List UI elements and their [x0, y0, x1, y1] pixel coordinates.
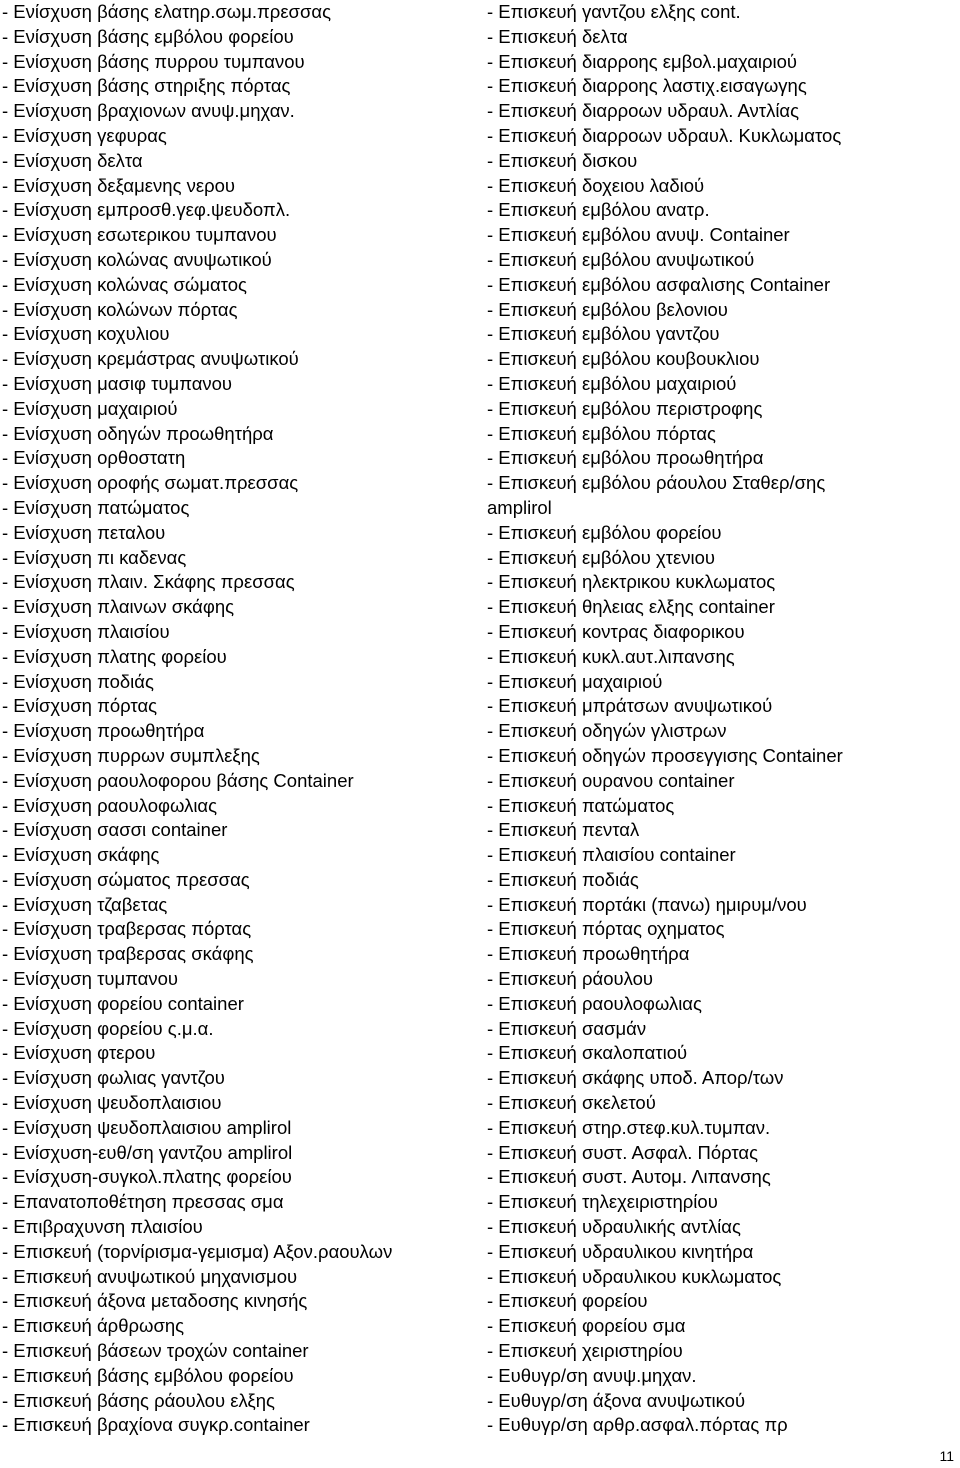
left-list-item: - Επισκευή άρθρωσης	[2, 1315, 185, 1337]
right-list-item: - Επισκευή χειριστηρίου	[487, 1340, 683, 1362]
left-list-item: - Ενίσχυση φορείου ς.μ.α.	[2, 1017, 214, 1039]
left-list-item: - Ενίσχυση πόρτας	[2, 695, 158, 717]
right-list-item: - Επισκευή εμβόλου ανατρ.	[487, 199, 710, 221]
left-list-item: - Ενίσχυση τζαβετας	[2, 893, 168, 915]
right-list-item: - Επισκευή σκάφης υποδ. Απορ/των	[487, 1067, 784, 1089]
left-list-item: - Ενίσχυση ψευδοπλαισιου	[2, 1092, 222, 1114]
right-list-item: - Επισκευή πόρτας οχηματος	[487, 918, 725, 940]
left-list-item: - Ενίσχυση πλαιν. Σκάφης πρεσσας	[2, 571, 295, 593]
left-list-item: - Επισκευή βάσης εμβόλου φορείου	[2, 1364, 294, 1386]
left-list-item: - Ενίσχυση πλαινων σκάφης	[2, 596, 235, 618]
left-list-item: - Επισκευή άξονα μεταδοσης κινησής	[2, 1290, 308, 1312]
right-list-item: - Επισκευή πλαισίου container	[487, 844, 736, 866]
left-list-item: - Ενίσχυση μαχαιριού	[2, 397, 178, 419]
right-list-item: - Επισκευή εμβόλου ασφαλισης Container	[487, 273, 831, 295]
right-list-item: - Επισκευή υδραυλικου κινητήρα	[487, 1240, 754, 1262]
right-list-item: - Επισκευή ράουλου	[487, 968, 653, 990]
right-list-item: - Επισκευή φορείου	[487, 1290, 648, 1312]
right-list-item: - Ευθυγρ/ση αρθρ.ασφαλ.πόρτας πρ	[487, 1414, 788, 1436]
left-list-item: - Ενίσχυση μασιφ τυμπανου	[2, 372, 233, 394]
left-list-item: - Ενίσχυση βραχιονων ανυψ.μηχαν.	[2, 100, 295, 122]
right-list-item: - Ευθυγρ/ση ανυψ.μηχαν.	[487, 1364, 697, 1386]
right-list-item: - Επισκευή οδηγών προσεγγισης Container	[487, 744, 843, 766]
left-list-item: - Ενίσχυση τυμπανου	[2, 968, 179, 990]
right-list-item: - Επισκευή ουρανου container	[487, 769, 735, 791]
right-list-item: - Επισκευή εμβόλου χτενιου	[487, 546, 716, 568]
left-list-item: - Ενίσχυση σκάφης	[2, 844, 160, 866]
right-list-item: - Επισκευή διαρροης εμβολ.μαχαιριού	[487, 50, 798, 72]
right-list-item: - Επισκευή εμβόλου μαχαιριού	[487, 372, 737, 394]
left-list-item: - Ενίσχυση ψευδοπλαισιου amplirol	[2, 1116, 292, 1138]
right-list-item: - Επισκευή ποδιάς	[487, 868, 639, 890]
left-list-item: - Ενίσχυση φτερου	[2, 1042, 156, 1064]
left-list-item: - Επισκευή (τορνίρισμα-γεμισμα) Αξον.ραουλων	[2, 1240, 393, 1262]
right-list-item: - Επισκευή συστ. Ασφαλ. Πόρτας	[487, 1141, 759, 1163]
right-list-item: - Επισκευή σασμάν	[487, 1017, 647, 1039]
left-list-item: - Επισκευή βάσης ράουλου ελξης	[2, 1389, 275, 1411]
right-list-item: - Επισκευή πατώματος	[487, 794, 675, 816]
right-list-item: - Επισκευή εμβόλου βελονιου	[487, 298, 728, 320]
left-list-item: - Επισκευή βάσεων τροχών container	[2, 1340, 309, 1362]
left-list-item: - Ενίσχυση φορείου container	[2, 992, 244, 1014]
right-list-item: - Επισκευή υδραυλικου κυκλωματος	[487, 1265, 782, 1287]
left-list-item: - Επανατοποθέτηση πρεσσας σμα	[2, 1191, 284, 1213]
right-list-item: - Επισκευή ραουλοφωλιας	[487, 992, 702, 1014]
right-list-item: - Επισκευή οδηγών γλιστρων	[487, 720, 727, 742]
right-list-item: - Επισκευή θηλειας ελξης container	[487, 596, 775, 618]
left-list-item: - Ενίσχυση βάσης εμβόλου φορείου	[2, 25, 294, 47]
left-list-item: - Ενίσχυση ποδιάς	[2, 670, 154, 692]
page-number: 11	[939, 1448, 954, 1464]
right-list-item: - Επισκευή εμβόλου προωθητήρα	[487, 447, 764, 469]
right-column-list	[487, 0, 957, 1438]
left-list-item: - Ενίσχυση σώματος πρεσσας	[2, 868, 250, 890]
right-list-item: - Επισκευή σκαλοπατιού	[487, 1042, 688, 1064]
right-list-item: - Επισκευή εμβόλου κουβουκλιου	[487, 348, 760, 370]
right-list-item: - Επισκευή δελτα	[487, 25, 628, 47]
right-list-item: - Επισκευή διαρροων υδραυλ. Αντλίας	[487, 100, 800, 122]
right-list-item: - Επισκευή πορτάκι (πανω) ημιρυμ/νου	[487, 893, 807, 915]
left-list-item: - Ενίσχυση πλαισίου	[2, 620, 170, 642]
left-list-item: - Επισκευή ανυψωτικού μηχανισμου	[2, 1265, 298, 1287]
right-list-item: - Επισκευή συστ. Αυτομ. Λιπανσης	[487, 1166, 771, 1188]
right-list-item: amplirol	[487, 496, 552, 518]
right-list-item: - Επισκευή ηλεκτρικου κυκλωματος	[487, 571, 776, 593]
left-list-item: - Ενίσχυση δελτα	[2, 149, 143, 171]
left-list-item: - Ενίσχυση οδηγών προωθητήρα	[2, 422, 274, 444]
left-list-item: - Ενίσχυση πατώματος	[2, 496, 190, 518]
left-list-item: - Ενίσχυση βάσης στηριξης πόρτας	[2, 75, 291, 97]
right-list-item: - Επισκευή εμβόλου ανυψωτικού	[487, 248, 755, 270]
right-list-item: - Επισκευή κοντρας διαφορικου	[487, 620, 745, 642]
left-list-item: - Επισκευή βραχίονα συγκρ.container	[2, 1414, 310, 1436]
left-list-item: - Ενίσχυση βάσης πυρρου τυμπανου	[2, 50, 305, 72]
right-list-item: - Επισκευή προωθητήρα	[487, 943, 690, 965]
left-list-item: - Ενίσχυση φωλιας γαντζου	[2, 1067, 225, 1089]
right-list-item: - Επισκευή στηρ.στεφ.κυλ.τυμπαν.	[487, 1116, 771, 1138]
left-list-item: - Ενίσχυση ραουλοφορου βάσης Container	[2, 769, 354, 791]
left-list-item: - Ενίσχυση κρεμάστρας ανυψωτικού	[2, 348, 299, 370]
left-list-item: - Ενίσχυση προωθητήρα	[2, 720, 205, 742]
right-list-item: - Επισκευή εμβόλου περιστροφης	[487, 397, 763, 419]
right-list-item: - Επισκευή γαντζου ελξης cont.	[487, 1, 741, 22]
left-list-item: - Επιβραχυνση πλαισίου	[2, 1216, 203, 1238]
left-list-item: - Ενίσχυση βάσης ελατηρ.σωμ.πρεσσας	[2, 1, 332, 22]
left-list-item: - Ενίσχυση πυρρων συμπλεξης	[2, 744, 260, 766]
left-list-item: - Ενίσχυση πι καδενας	[2, 546, 187, 568]
left-list-item: - Ενίσχυση πλατης φορείου	[2, 645, 227, 667]
left-list-item: - Ενίσχυση ραουλοφωλιας	[2, 794, 218, 816]
left-list-item: - Ενίσχυση πεταλου	[2, 521, 166, 543]
right-list-item: - Επισκευή δοχειου λαδιού	[487, 174, 705, 196]
right-list-item: - Επισκευή δισκου	[487, 149, 638, 171]
left-column-list	[2, 0, 480, 1438]
right-list-item: - Επισκευή εμβόλου γαντζου	[487, 323, 720, 345]
right-list-item: - Επισκευή εμβόλου ανυψ. Container	[487, 224, 790, 246]
right-list-item: - Επισκευή διαρροων υδραυλ. Κυκλωματος	[487, 124, 842, 146]
left-list-item: - Ενίσχυση τραβερσας σκάφης	[2, 943, 254, 965]
right-list-item: - Επισκευή εμβόλου φορείου	[487, 521, 722, 543]
right-list-item: - Επισκευή διαρροης λαστιχ.εισαγωγης	[487, 75, 807, 97]
left-list-item: - Ενίσχυση δεξαμενης νερου	[2, 174, 236, 196]
right-list-item: - Ευθυγρ/ση άξονα ανυψωτικού	[487, 1389, 746, 1411]
left-list-item: - Ενίσχυση τραβερσας πόρτας	[2, 918, 252, 940]
left-list-item: - Ενίσχυση κολώνας ανυψωτικού	[2, 248, 272, 270]
left-list-item: - Ενίσχυση-ευθ/ση γαντζου amplirol	[2, 1141, 293, 1163]
right-list-item: - Επισκευή μπράτσων ανυψωτικού	[487, 695, 773, 717]
left-list-item: - Ενίσχυση-συγκολ.πλατης φορείου	[2, 1166, 292, 1188]
left-list-item: - Ενίσχυση εσωτερικου τυμπανου	[2, 224, 277, 246]
left-list-item: - Ενίσχυση οροφής σωματ.πρεσσας	[2, 472, 299, 494]
right-list-item: - Επισκευή τηλεχειριστηρίου	[487, 1191, 718, 1213]
left-list-item: - Ενίσχυση κοχυλιου	[2, 323, 170, 345]
right-list-item: - Επισκευή υδραυλικής αντλίας	[487, 1216, 741, 1238]
left-list-item: - Ενίσχυση κολώνων πόρτας	[2, 298, 238, 320]
right-list-item: - Επισκευή κυκλ.αυτ.λιπανσης	[487, 645, 735, 667]
right-list-item: - Επισκευή φορείου σμα	[487, 1315, 686, 1337]
right-list-item: - Επισκευή εμβόλου ράουλου Σταθερ/σης	[487, 472, 826, 494]
right-list-item: - Επισκευή σκελετού	[487, 1092, 656, 1114]
right-list-item: - Επισκευή πενταλ	[487, 819, 640, 841]
left-list-item: - Ενίσχυση γεφυρας	[2, 124, 167, 146]
left-list-item: - Ενίσχυση ορθοστατη	[2, 447, 186, 469]
right-list-item: - Επισκευή εμβόλου πόρτας	[487, 422, 716, 444]
left-list-item: - Ενίσχυση κολώνας σώματος	[2, 273, 247, 295]
left-list-item: - Ενίσχυση εμπροσθ.γεφ.ψευδοπλ.	[2, 199, 291, 221]
right-list-item: - Επισκευή μαχαιριού	[487, 670, 663, 692]
left-list-item: - Ενίσχυση σασσι container	[2, 819, 228, 841]
